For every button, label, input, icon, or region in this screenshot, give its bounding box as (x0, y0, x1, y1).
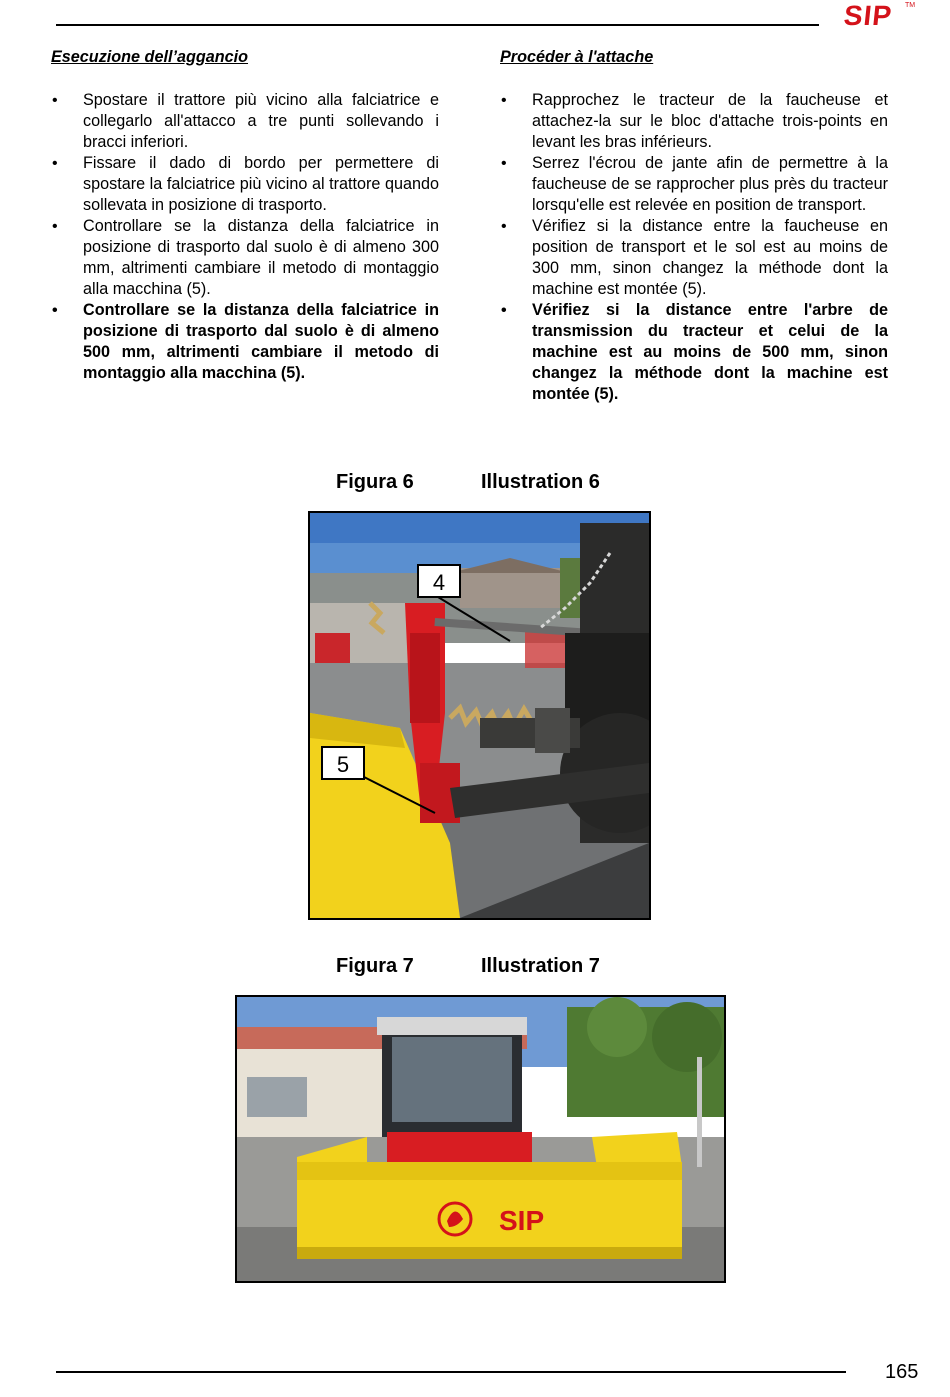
figure7-illustration (237, 997, 724, 1281)
footer-rule (56, 1371, 846, 1373)
italian-column (51, 46, 439, 384)
figure7-caption-italian: Figura 7 (336, 955, 414, 977)
french-bullet-1: • Rapprochez le tracteur de la faucheuse et attachez-la sur le bloc d'attache trois-points en levant les bras inférieurs. (500, 90, 888, 153)
figure7-photo (235, 995, 726, 1283)
italian-bullet-4: • Controllare se la distanza della falciatrice in posizione di trasporto dal suolo è di almeno 500 mm, altrimenti cambiare il metodo di montaggio alla macchina (5). (51, 300, 439, 384)
french-column (500, 46, 888, 405)
logo-trademark: TM (905, 2, 916, 9)
figure6-caption-italian: Figura 6 (336, 471, 414, 493)
figure6-illustration (310, 513, 649, 918)
figure6-caption-french: Illustration 6 (481, 471, 600, 493)
italian-bullet-2: • Fissare il dado di bordo per permettere di spostare la falciatrice più vicino al trattore quando sollevata in posizione di trasporto. (51, 153, 439, 216)
header-rule (56, 24, 819, 26)
figure6-callout-5: 5 (336, 752, 350, 777)
italian-bullet-3: • Controllare se la distanza della falciatrice in posizione di trasporto dal suolo è di almeno 300 mm, altrimenti cambiare il metodo di montaggio alla macchina (5). (51, 216, 439, 300)
french-bullet-list (500, 90, 888, 405)
sip-logo (844, 0, 916, 30)
page-number: 165 (885, 1361, 919, 1383)
italian-bullet-1: • Spostare il trattore più vicino alla falciatrice e collegarlo all'attacco a tre punti sollevando i bracci inferiori. (51, 90, 439, 153)
french-bullet-4: • Vérifiez si la distance entre l'arbre de transmission du tracteur et celui de la machine est au moins de 500 mm, sinon changez la méthode dont la machine est montée (5). (500, 300, 888, 405)
french-bullet-2: • Serrez l'écrou de jante afin de permettre à la faucheuse de se rapprocher plus près du tracteur lorsqu'elle est relevée en position de transport. (500, 153, 888, 216)
figure6-callout-4: 4 (432, 570, 446, 595)
french-bullet-3: • Vérifiez si la distance entre la faucheuse en position de transport et le sol est au moins de 300 mm, sinon changez la méthode dont la machine est montée (5). (500, 216, 888, 300)
figure7-hood-logo: SIP (499, 1205, 545, 1236)
italian-heading: Esecuzione dell’aggancio (51, 48, 249, 66)
figure6-photo (308, 511, 651, 920)
logo-text: SIP (842, 0, 894, 31)
french-heading: Procéder à l'attache (500, 48, 654, 66)
italian-bullet-list (51, 90, 439, 384)
figure7-caption-french: Illustration 7 (481, 955, 600, 977)
